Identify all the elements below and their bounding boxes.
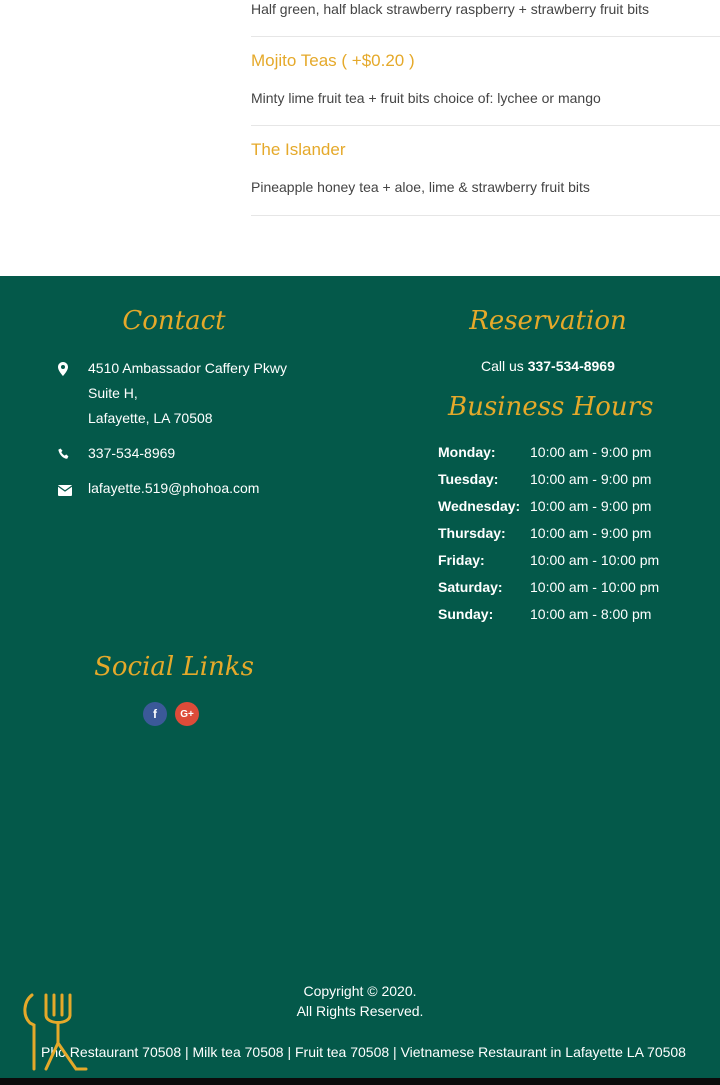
hours-day: Sunday: (438, 606, 494, 622)
hours-row (438, 579, 678, 599)
google-plus-icon[interactable] (175, 702, 199, 726)
hours-row (438, 498, 678, 518)
reservation-call-prefix: Call us (481, 358, 524, 374)
hours-row (438, 552, 678, 572)
hours-row (438, 471, 678, 491)
phone-icon (58, 447, 72, 461)
hours-row (438, 525, 678, 545)
menu-item (251, 126, 720, 216)
reservation-heading: Reservation (469, 306, 627, 336)
hours-time: 10:00 am - 9:00 pm (530, 498, 652, 514)
contact-phone[interactable]: 337-534-8969 (88, 445, 176, 461)
hours-day: Saturday: (438, 579, 503, 595)
address-line-3: Lafayette, LA 70508 (88, 410, 213, 426)
contact-email[interactable]: lafayette.519@phohoa.com (88, 480, 260, 496)
copyright-line-2: All Rights Reserved. (296, 1003, 424, 1019)
fork-knife-icon (18, 991, 88, 1073)
menu-item-description: Minty lime fruit tea + fruit bits choice of: lychee or mango (251, 90, 601, 106)
hours-time: 10:00 am - 9:00 pm (530, 471, 652, 487)
hours-row (438, 606, 678, 626)
social-links-heading: Social Links (94, 652, 254, 682)
seo-links[interactable]: Pho Restaurant 70508 | Milk tea 70508 | Fruit tea 70508 | Vietnamese Restaurant in Lafayette LA 70508 (41, 1044, 686, 1060)
site-footer (0, 276, 720, 1078)
hours-time: 10:00 am - 10:00 pm (530, 552, 660, 568)
business-hours-heading: Business Hours (448, 392, 654, 422)
google-plus-glyph: G+ (180, 708, 194, 720)
hours-day: Wednesday: (438, 498, 521, 514)
menu-item-description: Half green, half black strawberry raspberry + strawberry fruit bits (251, 1, 649, 17)
hours-day: Thursday: (438, 525, 506, 541)
reservation-call (481, 358, 615, 374)
menu-item-description: Pineapple honey tea + aloe, lime & strawberry fruit bits (251, 179, 590, 195)
facebook-glyph: f (153, 707, 157, 721)
hours-day: Friday: (438, 552, 485, 568)
menu-item-name: The Islander (251, 140, 346, 159)
address-line-1: 4510 Ambassador Caffery Pkwy (88, 360, 287, 376)
menu-item-name: Mojito Teas ( +$0.20 ) (251, 51, 415, 70)
hours-time: 10:00 am - 10:00 pm (530, 579, 660, 595)
reservation-phone-link[interactable]: 337-534-8969 (527, 358, 615, 374)
hours-time: 10:00 am - 8:00 pm (530, 606, 652, 622)
hours-time: 10:00 am - 9:00 pm (530, 525, 652, 541)
hours-time: 10:00 am - 9:00 pm (530, 444, 652, 460)
hours-day: Tuesday: (438, 471, 499, 487)
hours-row (438, 444, 678, 464)
map-marker-icon (58, 362, 72, 376)
menu-item (251, 0, 720, 37)
menu-list (251, 0, 720, 216)
address-line-2: Suite H, (88, 385, 138, 401)
envelope-icon (58, 483, 72, 497)
facebook-icon[interactable] (143, 702, 167, 726)
hours-day: Monday: (438, 444, 496, 460)
bottom-bar (0, 1078, 720, 1085)
copyright-line-1: Copyright © 2020. (303, 983, 417, 999)
contact-heading: Contact (122, 306, 226, 336)
menu-item (251, 37, 720, 126)
